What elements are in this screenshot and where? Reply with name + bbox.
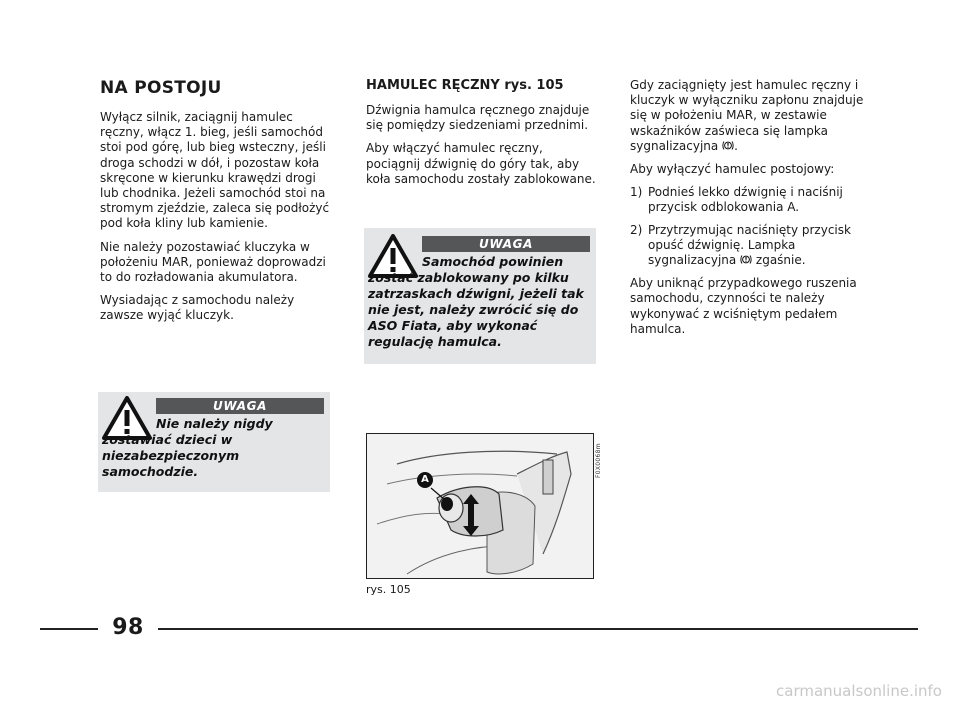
paragraph	[630, 78, 870, 154]
footer-rule-right	[158, 628, 918, 630]
step-number: 2)	[630, 222, 643, 237]
handbrake-warning-lamp-icon	[740, 254, 752, 265]
watermark: carmanualsonline.info	[776, 682, 942, 700]
footer-rule-left	[40, 628, 98, 630]
section-title: NA POSTOJU	[100, 78, 222, 98]
step-text: Przytrzymując naciśnięty przycisk opuść dźwignię. Lampka sygnalizacyjna	[648, 222, 851, 268]
warning-text	[102, 416, 324, 480]
paragraph: Nie należy pozostawiać kluczyka w położeniu MAR, ponieważ doprowadzi to do rozładowania akumulatora.	[100, 239, 326, 285]
handbrake-body	[366, 103, 598, 195]
paragraph: Aby uniknąć przypadkowego ruszenia samochodu, czynności te należy wykonywać z wciśniętym pedałem hamulca.	[630, 276, 857, 336]
step-text-end: zgaśnie.	[755, 253, 806, 268]
release-title: Aby wyłączyć hamulec postojowy:	[630, 162, 835, 177]
paragraph: Wyłącz silnik, zaciągnij hamulec ręczny, włącz 1. bieg, jeśli samochód stoi pod górę, lub bieg wsteczny, jeśli droga schodzi w dół, i pozostaw koła skręcone w kierunku krawędzi drogi lub chodnika. Jeżeli samochód stoi na stromym zjeździe, zaleca się podłożyć pod koła kliny lub kamienie.	[100, 110, 330, 231]
figure-code: F0X0068m	[595, 443, 602, 478]
figure-caption: rys. 105	[366, 583, 411, 596]
paragraph: Wysiadając z samochodu należy zawsze wyjąć kluczyk.	[100, 293, 295, 323]
page-number: 98	[112, 615, 144, 640]
step-number: 1)	[630, 185, 643, 200]
warning-text	[368, 254, 590, 350]
release-body	[630, 78, 870, 345]
intro-text: Gdy zaciągnięty jest hamulec ręczny i kluczyk w wyłączniku zapłonu znajduje się w położeniu MAR, w zestawie wskaźników zaświeca się lampka sygnalizacyjna	[630, 78, 864, 153]
handbrake-title: HAMULEC RĘCZNY rys. 105	[366, 78, 564, 93]
callout-a: A	[417, 472, 433, 488]
handbrake-figure	[366, 433, 594, 579]
list-item	[630, 223, 870, 269]
handbrake-warning-lamp-icon	[722, 140, 734, 151]
warning-box-handbrake	[364, 228, 596, 364]
list-item	[630, 185, 870, 215]
warning-label: UWAGA	[422, 236, 590, 252]
release-steps	[630, 185, 870, 268]
intro-end: .	[734, 138, 738, 153]
warning-label: UWAGA	[156, 398, 324, 414]
warning-message: Nie należy nigdy zostawiać dzieci w niezabezpieczonym samochodzie.	[102, 416, 273, 479]
paragraph: Dźwignia hamulca ręcznego znajduje się pomiędzy siedzeniami przednimi.	[366, 103, 590, 133]
step-text: Podnieś lekko dźwignię i naciśnij przycisk odblokowania A.	[648, 185, 843, 215]
paragraph: Aby włączyć hamulec ręczny, pociągnij dźwignię do góry tak, aby koła samochodu zostały zablokowane.	[366, 141, 596, 186]
warning-message: Samochód powinien zostać zablokowany po kilku zatrzaskach dźwigni, jeżeli tak nie jest, należy zwrócić się do ASO Fiata, aby wykonać regulację hamulca.	[368, 254, 584, 349]
warning-box-children	[98, 392, 330, 492]
handbrake-illustration	[367, 434, 593, 578]
section-body	[100, 110, 332, 332]
